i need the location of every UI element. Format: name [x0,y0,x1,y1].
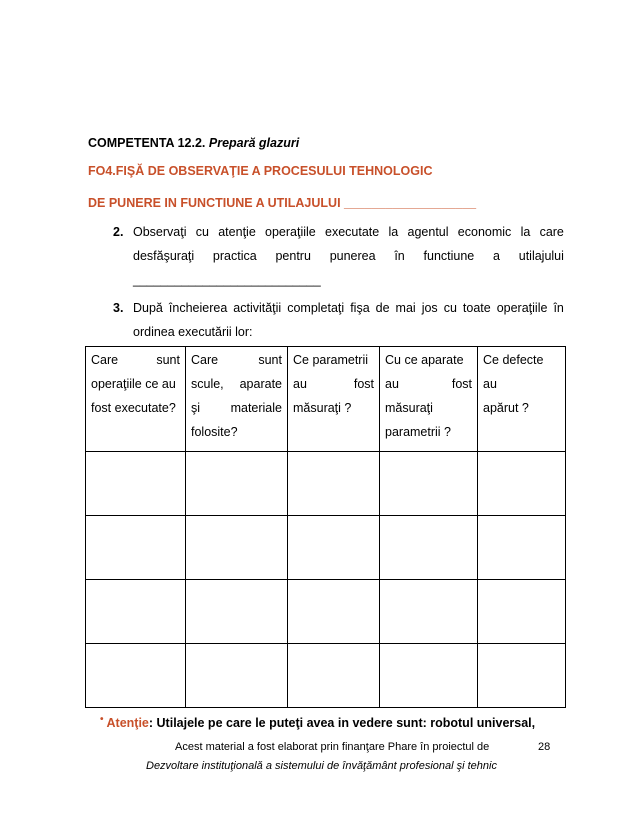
word: materiale [230,401,282,415]
footer-line-1: Acest material a fost elaborat prin finanţare Phare în proiectul de [175,741,490,753]
table-cell[interactable] [380,452,478,516]
item-blank-line: ___________________________ [133,273,321,287]
item-number: 2. [113,225,124,239]
word: Care [91,353,119,367]
header-line: Cu ce aparate [385,353,464,367]
item-line: ordinea executării lor: [133,325,253,339]
table-cell[interactable] [288,580,380,644]
table-row [86,644,566,708]
table-cell[interactable] [86,516,186,580]
table-cell[interactable] [86,580,186,644]
table-cell[interactable] [380,580,478,644]
note-label: Atenţie [106,716,149,731]
word: cu [195,225,209,239]
header-line: fost executate? [91,401,176,415]
table-cell[interactable] [380,516,478,580]
item-number: 3. [113,301,124,315]
table-cell[interactable] [186,452,288,516]
word: sunt [258,353,282,367]
word: au [293,377,307,391]
table-cell[interactable] [288,644,380,708]
word: desfăşuraţi [133,249,195,263]
table-header-row [86,347,566,452]
word: de [375,301,390,315]
word: operaţiile [496,301,548,315]
header-line: măsuraţi [385,401,433,415]
table-row [86,452,566,516]
table-cell[interactable] [380,644,478,708]
word: completaţi [287,301,345,315]
word: economic [457,225,512,239]
page-number: 28 [538,741,551,753]
table-cell[interactable] [288,516,380,580]
header-line: apărut ? [483,401,529,415]
word: aparate [239,377,282,391]
competenta-title: Prepară glazuri [208,136,300,150]
word: scule, [191,377,224,391]
header-cell-parameters [288,347,380,452]
instruction-item-3 [0,297,638,345]
word: Care [191,353,219,367]
table-cell[interactable] [86,452,186,516]
word: pentru [275,249,311,263]
item-line [133,297,564,320]
header-line: folosite? [191,425,238,439]
note-text: : Utilajele pe care le puteţi avea in vedere sunt: robotul universal, [148,716,536,731]
word: în [394,249,405,263]
word: executate [325,225,380,239]
word: cu [443,301,457,315]
table-cell[interactable] [86,644,186,708]
word: toate [462,301,491,315]
word: încheierea [168,301,228,315]
competenta-label: COMPETENTA 12.2. [88,136,206,150]
header-line: măsuraţi ? [293,401,352,415]
competenta-heading [88,136,299,150]
table-cell[interactable] [478,452,566,516]
word: atenţie [218,225,256,239]
table-cell[interactable] [478,644,566,708]
table-cell[interactable] [186,516,288,580]
word: şi [191,401,201,415]
header-line: Ce defecte au [483,353,544,391]
header-line: Ce parametrii [293,353,369,367]
word: a [493,249,500,263]
de-punere-title: DE PUNERE IN FUNCTIUNE A UTILAJULUI ___________________ [88,196,477,210]
header-cell-instruments [380,347,478,452]
word: fişa [350,301,370,315]
table-cell[interactable] [186,580,288,644]
word: operaţiile [265,225,316,239]
header-cell-defects [478,347,566,452]
bullet-icon: • [100,714,104,725]
table-row [86,516,566,580]
table-cell[interactable] [478,516,566,580]
fo-title: FO4.FIŞĂ DE OBSERVAŢIE A PROCESULUI TEHNOLOGIC [88,164,433,178]
instruction-item-2 [0,221,638,301]
word: agentul [407,225,449,239]
word: Observaţi [133,225,187,239]
word: utilajului [518,249,564,263]
word: activităţii [233,301,282,315]
table-cell[interactable] [478,580,566,644]
header-cell-operations [86,347,186,452]
word: punerea [329,249,376,263]
header-line: operaţiile ce au [91,377,176,391]
word: jos [421,301,438,315]
word: functiune [423,249,475,263]
word: sunt [156,353,180,367]
item-line [133,245,564,268]
word: au [385,377,399,391]
footer-line-2: Dezvoltare instituţională a sistemului de învăţământ profesional şi tehnic [146,760,497,772]
table-cell[interactable] [186,644,288,708]
word: fost [451,377,472,391]
attention-note [100,714,535,730]
word: la [388,225,399,239]
word: După [133,301,163,315]
word: la [520,225,531,239]
word: în [553,301,564,315]
table-row [86,580,566,644]
header-cell-tools [186,347,288,452]
word: fost [353,377,374,391]
item-line [133,221,564,244]
header-line: parametrii ? [385,425,451,439]
word: practica [212,249,257,263]
observation-table [85,346,566,708]
word: care [539,225,564,239]
table-cell[interactable] [288,452,380,516]
word: mai [395,301,416,315]
